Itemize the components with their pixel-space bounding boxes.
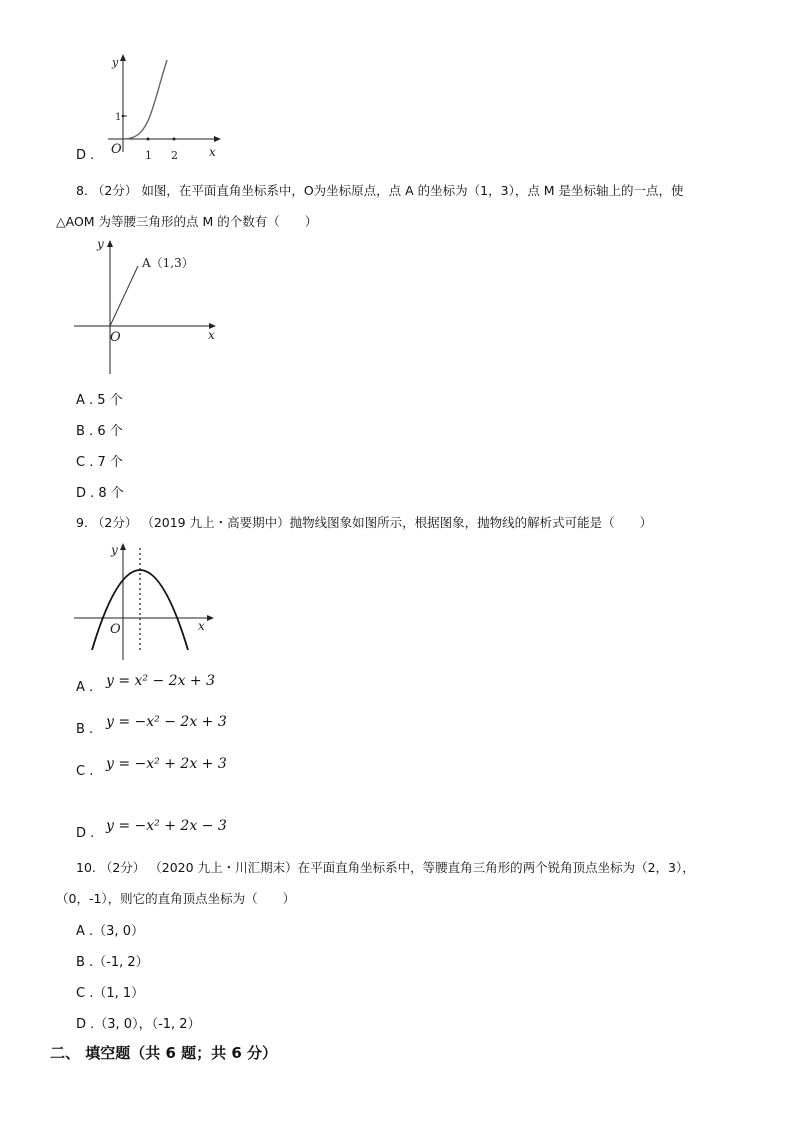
x-axis-arrow xyxy=(214,136,221,142)
q9-stem: 9. （2分） （2019 九上・高要期中）抛物线图象如图所示，根据图象，抛物线的解析式可能是（ ） xyxy=(76,515,653,530)
q9-option-c-label[interactable]: C . xyxy=(76,764,94,779)
tick-x-1: 1 xyxy=(145,149,152,162)
origin-label: O xyxy=(110,622,121,637)
q10-option-b[interactable]: B .（-1, 2） xyxy=(76,955,149,970)
segment-oa xyxy=(110,266,138,326)
q9-option-a-label[interactable]: A . xyxy=(76,680,94,695)
x-label: x xyxy=(208,328,215,342)
q9-option-b-formula: y = −x² − 2x + 3 xyxy=(106,714,227,730)
q8-stem-line1: 8. （2分） 如图，在平面直角坐标系中，O为坐标原点，点 A 的坐标为（1，3），点 M 是坐标轴上的一点，使 xyxy=(76,183,684,198)
q8-option-d[interactable]: D . 8 个 xyxy=(76,486,124,501)
q8-option-c[interactable]: C . 7 个 xyxy=(76,455,123,470)
y-axis-arrow xyxy=(107,240,113,247)
q8-option-a[interactable]: A . 5 个 xyxy=(76,393,123,408)
q9-graph xyxy=(70,540,220,665)
q10-option-d[interactable]: D .（3, 0），（-1, 2） xyxy=(76,1017,201,1032)
q10-stem-line2: （0，-1），则它的直角顶点坐标为（ ） xyxy=(56,891,296,906)
q9-option-d-formula: y = −x² + 2x − 3 xyxy=(106,818,227,834)
q9-option-d-label[interactable]: D . xyxy=(76,826,95,841)
x-label: x xyxy=(209,145,216,159)
q10-option-c[interactable]: C .（1, 1） xyxy=(76,986,145,1001)
y-label: y xyxy=(112,56,119,69)
point-a-label: A（1,3） xyxy=(142,256,194,270)
q10-stem-line1: 10. （2分） （2020 九上・川汇期末）在平面直角坐标系中，等腰直角三角形的两个锐角顶点坐标为（2，3）， xyxy=(76,860,695,875)
section-2-heading: 二、 填空题（共 6 题；共 6 分） xyxy=(50,1044,277,1062)
y-label: y xyxy=(111,543,118,557)
origin-label: O xyxy=(110,330,121,345)
q9-option-a-formula: y = x² − 2x + 3 xyxy=(106,673,216,689)
q10-option-a[interactable]: A .（3, 0） xyxy=(76,924,144,939)
q7-graph xyxy=(100,52,230,162)
y-axis-arrow xyxy=(120,54,126,61)
tick-y-1: 1 xyxy=(115,112,122,123)
tick-x-2: 2 xyxy=(171,149,178,162)
q7-curve xyxy=(123,60,167,139)
q8-option-b[interactable]: B . 6 个 xyxy=(76,424,123,439)
q9-option-b-label[interactable]: B . xyxy=(76,722,94,737)
q8-stem-line2: △AOM 为等腰三角形的点 M 的个数有（ ） xyxy=(56,214,318,229)
q7-option-d-label: D . xyxy=(76,148,95,163)
y-label: y xyxy=(97,237,104,251)
origin-label: O xyxy=(111,142,122,157)
q8-graph xyxy=(70,236,220,376)
x-label: x xyxy=(198,619,205,633)
x-axis-arrow xyxy=(207,615,214,621)
q9-option-c-formula: y = −x² + 2x + 3 xyxy=(106,756,227,772)
y-axis-arrow xyxy=(120,543,126,550)
